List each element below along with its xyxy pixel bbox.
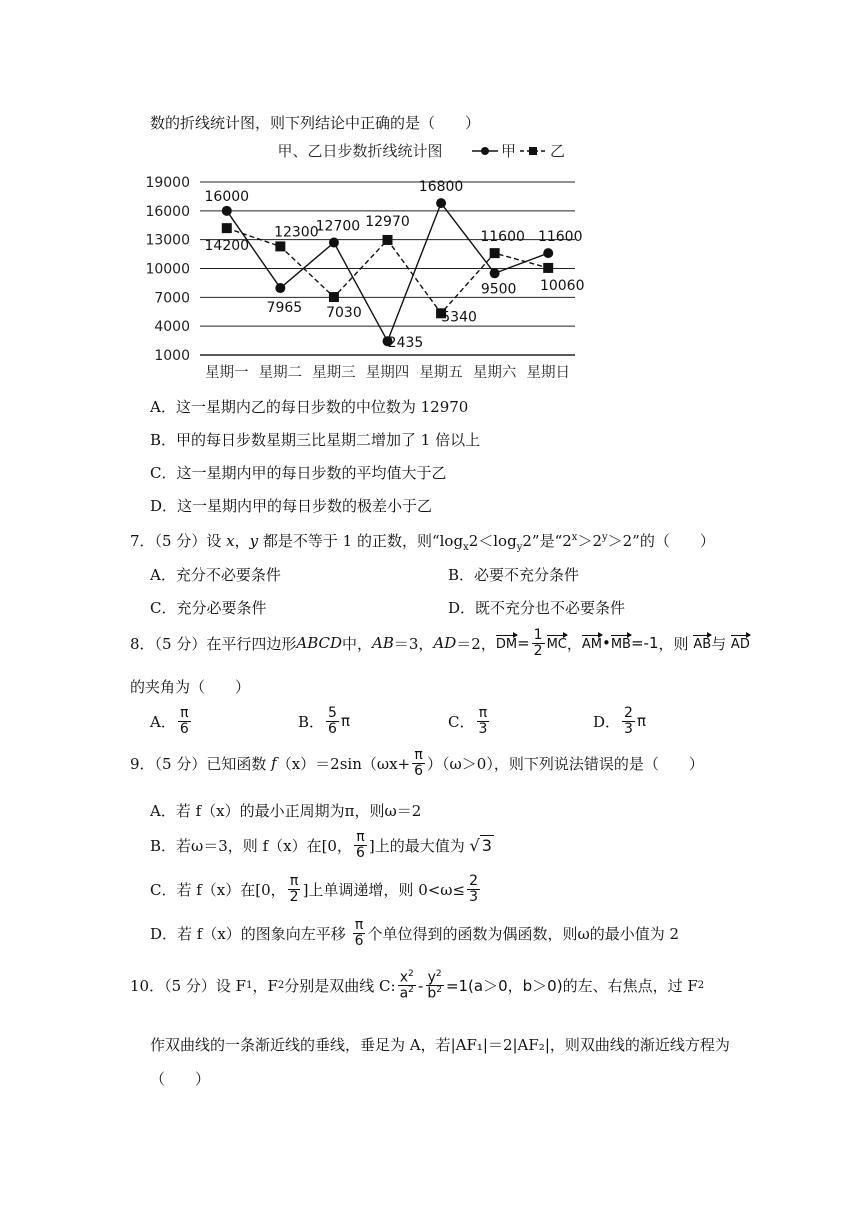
q8-option-c: C． $\frac{\pi}{3}$ [448, 705, 488, 737]
data-label: 11600 [480, 229, 525, 246]
q9-option-d: D．若 f（x）的图象向左平移 $\frac{\pi}{6}$ 个单位得到的函数为偶函数，则ω的最小值为 2 [150, 917, 680, 949]
x-tick-label: 星期一 [205, 365, 249, 380]
data-point [275, 283, 285, 293]
data-label: 14200 [204, 238, 250, 255]
q8-stem-line2: 的夹角为（ ） [130, 678, 251, 696]
y-tick-label: 19000 [145, 175, 190, 191]
x-tick-label: 星期四 [365, 365, 410, 380]
q6-option-c: C．这一星期内甲的每日步数的平均值大于乙 [150, 464, 447, 482]
data-label: 12300 [274, 224, 319, 241]
data-point [329, 292, 339, 302]
chart-title: 甲、乙日步数折线统计图 [277, 142, 443, 160]
q7-option-d: D．既不充分也不必要条件 [448, 599, 626, 617]
q6-option-b: B．甲的每日步数星期三比星期二增加了 1 倍以上 [150, 431, 481, 449]
q8-option-d: D． $\frac{2}{3}$ π [593, 705, 646, 737]
question-intro: 数的折线统计图，则下列结论中正确的是（ ） [150, 114, 481, 132]
data-point [329, 238, 339, 248]
fraction-half: $\frac{1}{2}$ [533, 627, 543, 659]
data-label: 16800 [418, 179, 464, 196]
data-point [543, 263, 553, 273]
y-tick-label: 10000 [145, 261, 190, 278]
vector-mc: MC [547, 634, 567, 652]
data-label: 9500 [480, 281, 517, 298]
x-tick-label: 星期五 [419, 365, 463, 380]
q10-stem-line3: （ ） [150, 1070, 211, 1088]
y-tick-label: 13000 [145, 232, 190, 249]
step-line-chart [140, 140, 600, 380]
sqrt-three: √ 3 [469, 835, 492, 855]
legend [472, 142, 565, 160]
data-label: 12970 [365, 213, 410, 230]
data-point [383, 235, 393, 245]
data-point [222, 206, 232, 216]
data-label: 2435 [387, 335, 424, 352]
data-label: 10060 [539, 277, 585, 294]
q6-option-d: D．这一星期内甲的每日步数的极差小于乙 [150, 497, 433, 515]
data-label: 5340 [441, 309, 477, 326]
x-tick-label: 星期日 [526, 365, 570, 380]
q9-option-b: B．若ω＝3，则 f（x）在[0， $\frac{\pi}{6}$ ]上的最大值为 √ 3 [150, 829, 492, 861]
data-point [543, 248, 553, 258]
data-point [222, 223, 232, 233]
legend-jia: 甲 [501, 142, 517, 160]
y-tick-label: 7000 [154, 290, 190, 307]
q8-option-b: B． $\frac{5}{6}$ π [298, 705, 350, 737]
vector-am: AM [582, 634, 602, 652]
data-point [275, 241, 285, 251]
vector-ad: AD [731, 634, 750, 652]
q9-option-c: C．若 f（x）在[0， $\frac{\pi}{2}$ ]上单调递增，则 0<ω≤ $\frac{2}{3}$ [150, 873, 479, 905]
q7-option-c: C．充分必要条件 [150, 599, 267, 617]
data-point [436, 198, 446, 208]
q7-option-b: B．必要不充分条件 [448, 566, 580, 584]
data-label: 7965 [266, 300, 303, 317]
vector-mb: MB [611, 634, 631, 652]
data-point [490, 268, 500, 278]
x-tick-label: 星期六 [472, 365, 517, 380]
y-tick-label: 1000 [154, 348, 190, 364]
data-label: 7030 [326, 305, 362, 322]
vector-ab: AB [693, 634, 711, 652]
x-tick-label: 星期二 [258, 365, 303, 380]
q7-option-a: A．充分不必要条件 [150, 566, 281, 584]
q9-stem: 9．（5 分）已知函数 f （x）＝2sin（ωx+ $\frac{\pi}{6}$ ）（ω＞0），则下列说法错误的是（ ） [130, 747, 704, 779]
q10-stem: 10．（5 分）设 F 1 ，F 2 分别是双曲线 C: $\frac{x^2}{a^2}$ - $\frac{y^2}{b^2}$ =1(a＞0，b＞0) 的左、右焦点，过 F 2 [130, 969, 705, 1002]
data-label: 12700 [315, 218, 361, 235]
data-point [490, 248, 500, 258]
x-tick-label: 星期三 [312, 365, 356, 380]
data-label: 16000 [204, 188, 250, 205]
y-tick-label: 4000 [154, 319, 190, 336]
q8-option-a: A． $\frac{\pi}{6}$ [150, 705, 189, 737]
q9-option-a: A．若 f（x）的最小正周期为π，则ω＝2 [150, 802, 422, 820]
data-label: 11600 [537, 229, 583, 246]
q8-stem: 8．（5 分）在平行四边形 ABCD 中， AB ＝3， AD ＝2， DM = $\frac{1}{2}$ MC ， AM • MB =-1 ，则 AB 与 AD [130, 627, 750, 659]
vector-dm: DM [496, 634, 517, 652]
legend-yi: 乙 [550, 142, 566, 160]
q6-option-a: A．这一星期内乙的每日步数的中位数为 12970 [150, 398, 469, 416]
q7-stem: 7．（5 分）设 x，y 都是不等于 1 的正数，则“$\log_x2<\log_y2$”是“$2^x>2^y>2$”的（ ） [130, 532, 715, 553]
y-tick-label: 16000 [145, 203, 190, 220]
q10-stem-line2: 作双曲线的一条渐近线的垂线，垂足为 A，若|AF₁|＝2|AF₂|，则双曲线的渐近线方程为 [150, 1036, 730, 1054]
